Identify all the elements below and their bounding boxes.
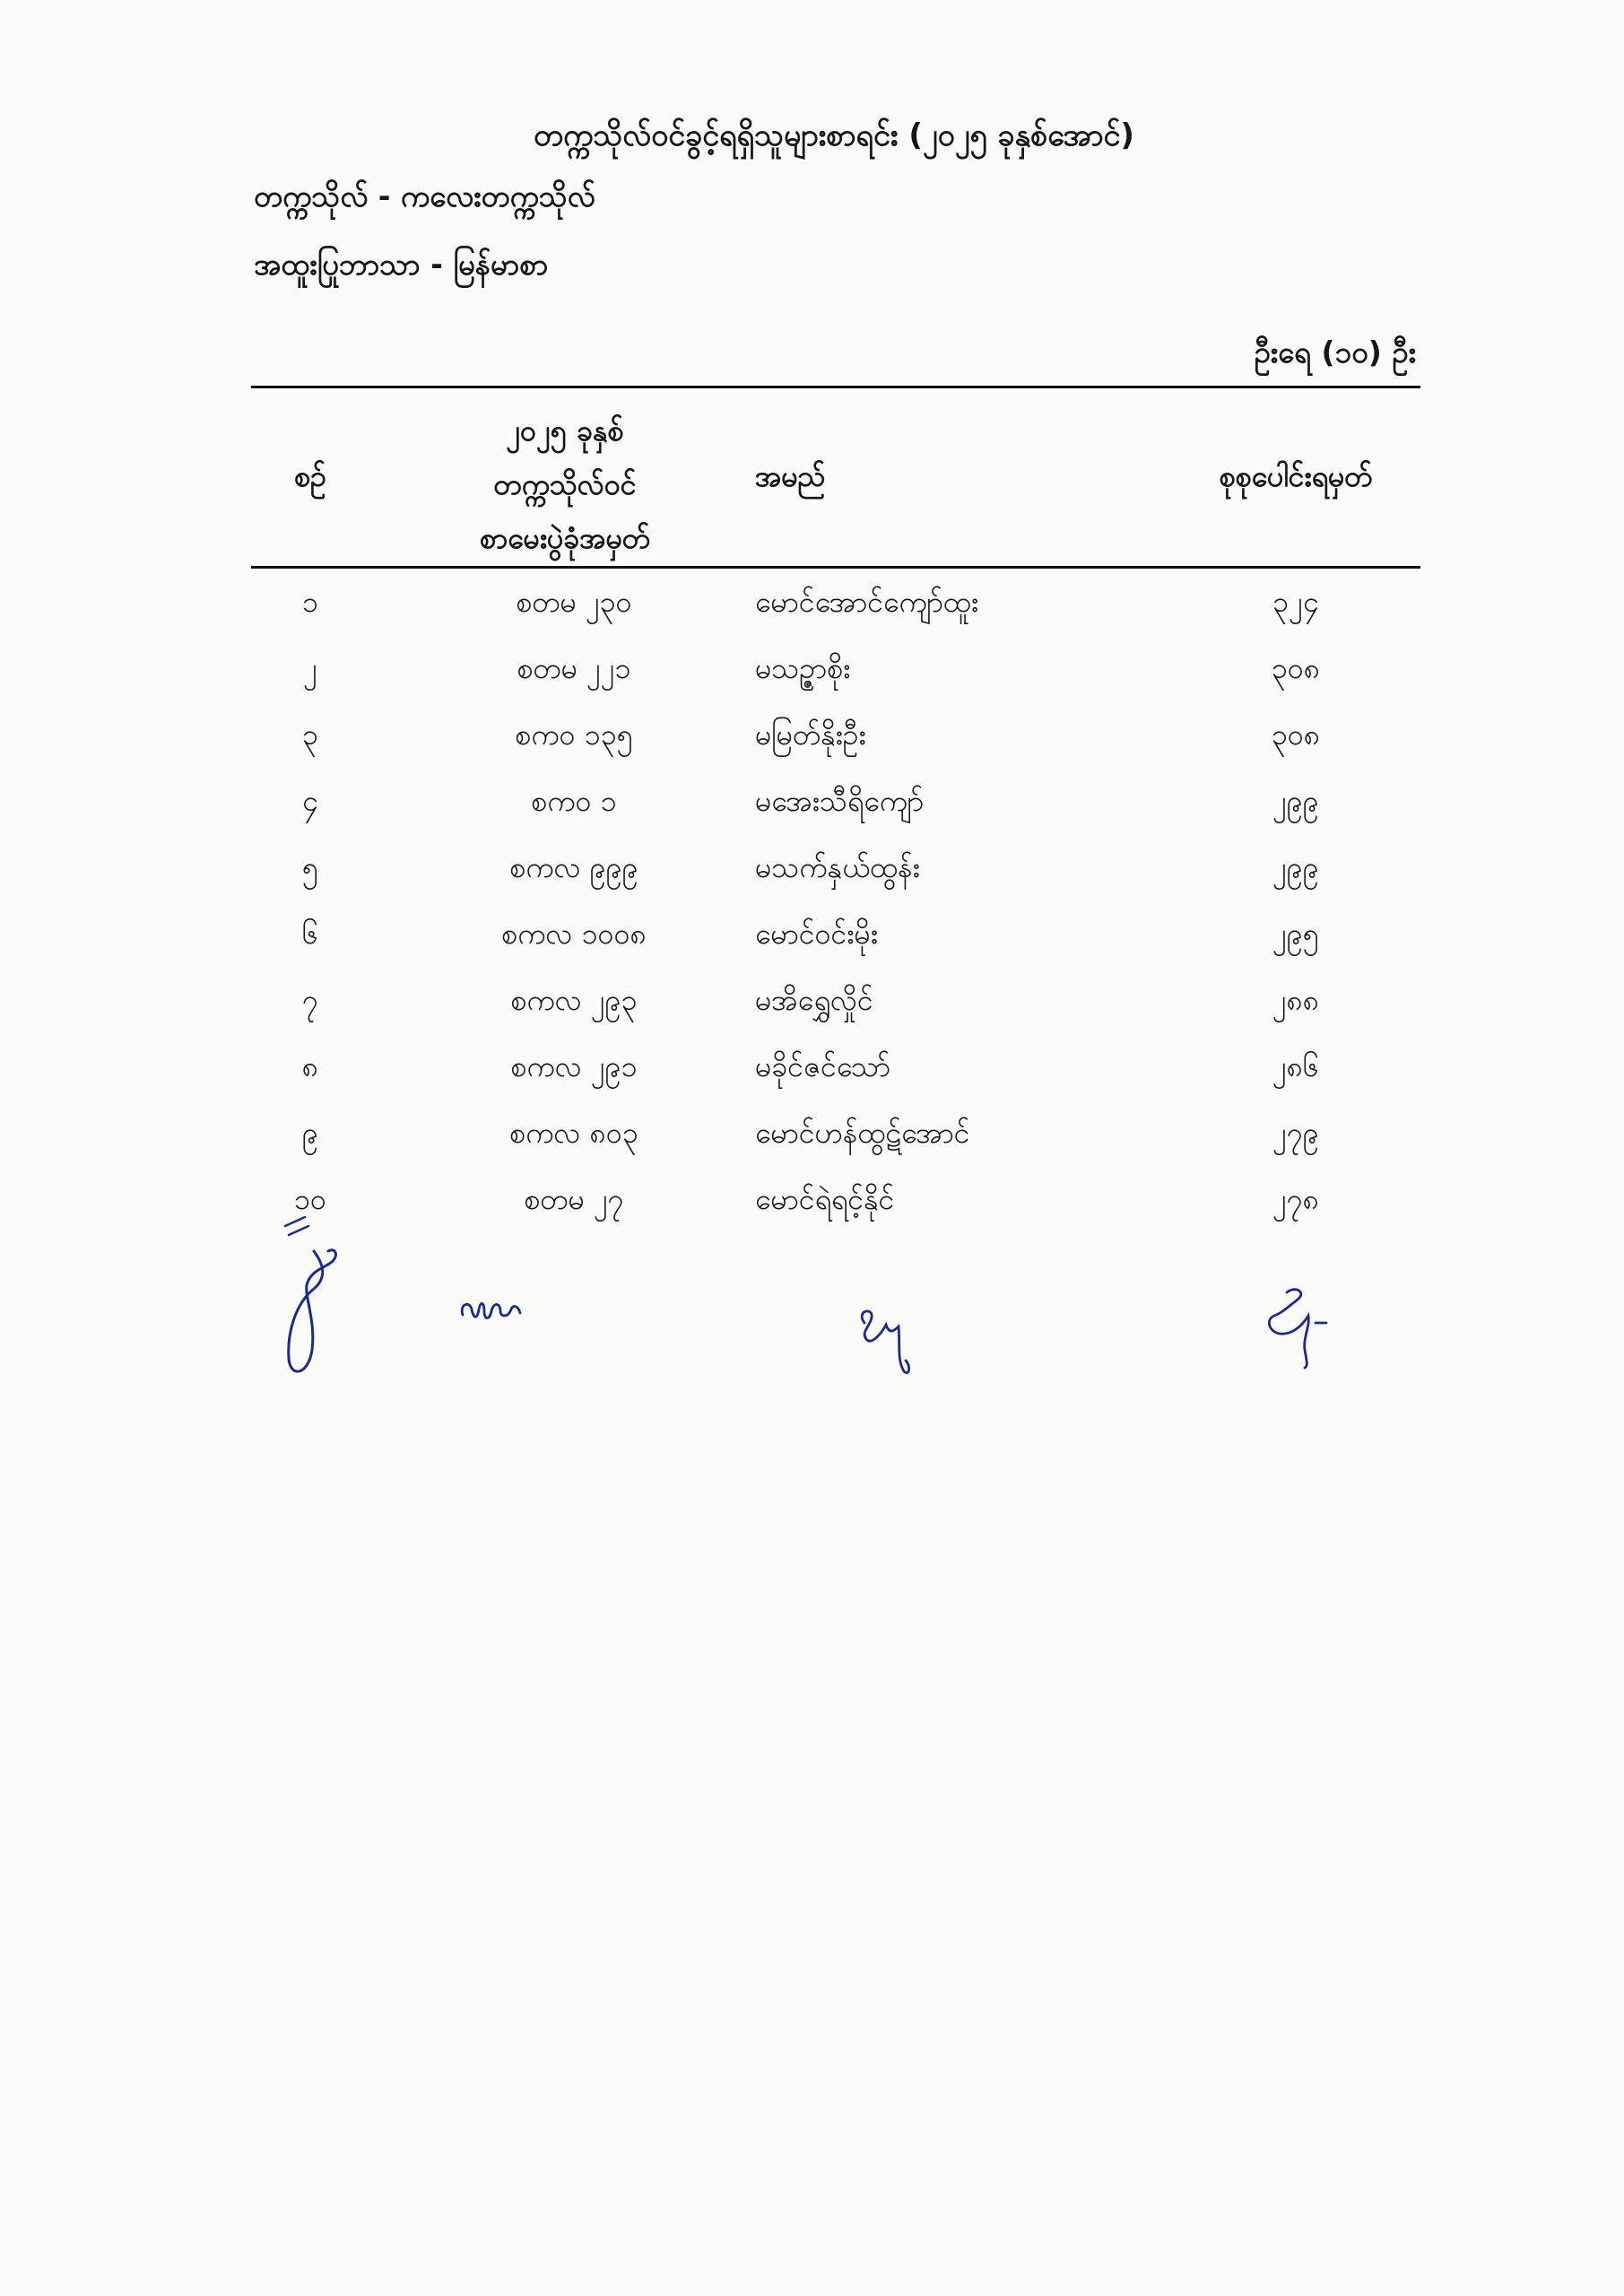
- cell-total-marks: ၂၉၉: [1272, 850, 1319, 884]
- cell-roll-number: စကဝ ၁၃၅: [515, 718, 633, 752]
- cell-roll-number: စကလ ၁၀၀၈: [501, 917, 647, 951]
- cell-serial: ၆: [302, 917, 318, 951]
- cell-total-marks: ၂၉၅: [1272, 917, 1319, 951]
- cell-name: မအိရွှေလှိုင်: [755, 983, 873, 1017]
- table-row: [0, 1110, 1624, 1177]
- cell-total-marks: ၂၇၈: [1272, 1182, 1319, 1216]
- cell-serial: ၄: [302, 784, 318, 818]
- table-row: [0, 579, 1624, 646]
- document-title: တက္ကသိုလ်ဝင်ခွင့်ရရှိသူများစာရင်း (၂၀၂၅ ခုနှစ်အောင်): [534, 117, 1134, 153]
- signature-3: [852, 1305, 915, 1377]
- signature-4: [1260, 1285, 1332, 1370]
- cell-serial: ၁: [302, 585, 318, 619]
- cell-total-marks: ၂၇၉: [1272, 1116, 1319, 1150]
- cell-name: မမြတ်နိုးဦး: [755, 718, 866, 752]
- cell-serial: ၅: [302, 850, 318, 884]
- signature-1: [269, 1215, 359, 1377]
- table-row: [0, 1044, 1624, 1110]
- cell-total-marks: ၂၉၉: [1272, 784, 1319, 818]
- cell-serial: ၇: [302, 983, 318, 1017]
- header-name: အမည်: [755, 459, 826, 493]
- header-serial: စဉ်: [294, 459, 326, 493]
- header-total-marks: စုစုပေါင်းရမှတ်: [1219, 459, 1373, 493]
- cell-name: မောင်ရဲရင့်နိုင်: [755, 1182, 895, 1216]
- cell-name: မသက်နှယ်ထွန်း: [755, 850, 920, 884]
- cell-serial: ၁၀: [294, 1182, 326, 1216]
- cell-serial: ၂: [303, 651, 317, 685]
- cell-roll-number: စကလ ၈၀၃: [509, 1116, 638, 1150]
- cell-roll-number: စကလ ၉၉၉: [509, 850, 638, 884]
- cell-serial: ၃: [302, 718, 318, 752]
- table-top-rule: [251, 386, 1420, 388]
- university-line: တက္ကသိုလ် - ကလေးတက္ကသိုလ်: [254, 178, 595, 213]
- cell-total-marks: ၃၂၄: [1272, 585, 1319, 619]
- table-row: [0, 778, 1624, 845]
- header-roll-line-3: စာမေးပွဲခုံအမှတ်: [480, 521, 650, 555]
- table-row: [0, 845, 1624, 911]
- table-header-rule: [251, 566, 1420, 569]
- major-line: အထူးပြုဘာသာ - မြန်မာစာ: [254, 247, 549, 282]
- table-row: [0, 646, 1624, 712]
- cell-total-marks: ၂၈၆: [1272, 1049, 1319, 1083]
- table-row: [0, 712, 1624, 778]
- cell-name: မခိုင်ဇင်သော်: [755, 1049, 891, 1083]
- cell-name: မအေးသီရိကျော်: [755, 784, 925, 818]
- cell-roll-number: စတမ ၂၂၁: [517, 651, 631, 685]
- header-roll-line-2: တက္ကသိုလ်ဝင်: [493, 467, 637, 501]
- cell-roll-number: စကလ ၂၉၁: [510, 1049, 638, 1083]
- cell-total-marks: ၃၀၈: [1271, 651, 1321, 685]
- table-row: [0, 1177, 1624, 1243]
- cell-name: မောင်အောင်ကျော်ထူး: [755, 585, 978, 619]
- cell-serial: ၉: [302, 1116, 318, 1150]
- cell-total-marks: ၃၀၈: [1271, 718, 1321, 752]
- cell-roll-number: စကဝ ၁: [531, 784, 617, 818]
- signature-2: [457, 1290, 529, 1330]
- cell-name: မသဥ္ဇာစိုး: [755, 651, 851, 685]
- cell-name: မောင်ဟန်ထွဋ်အောင်: [755, 1116, 970, 1150]
- cell-roll-number: စတမ ၂၃၀: [516, 585, 632, 619]
- table-row: [0, 978, 1624, 1044]
- cell-total-marks: ၂၈၈: [1272, 983, 1320, 1017]
- cell-name: မောင်ဝင်းမိုး: [755, 917, 878, 951]
- cell-roll-number: စတမ ၂၇: [524, 1182, 624, 1216]
- cell-serial: ၈: [301, 1049, 319, 1083]
- cell-roll-number: စကလ ၂၉၃: [510, 983, 638, 1017]
- table-row: [0, 911, 1624, 978]
- student-count: ဦးရေ (၁၀) ဦး: [1254, 335, 1416, 370]
- header-roll-line-1: ၂၀၂၅ ခုနှစ်: [506, 413, 624, 448]
- header-roll-number: [430, 404, 699, 565]
